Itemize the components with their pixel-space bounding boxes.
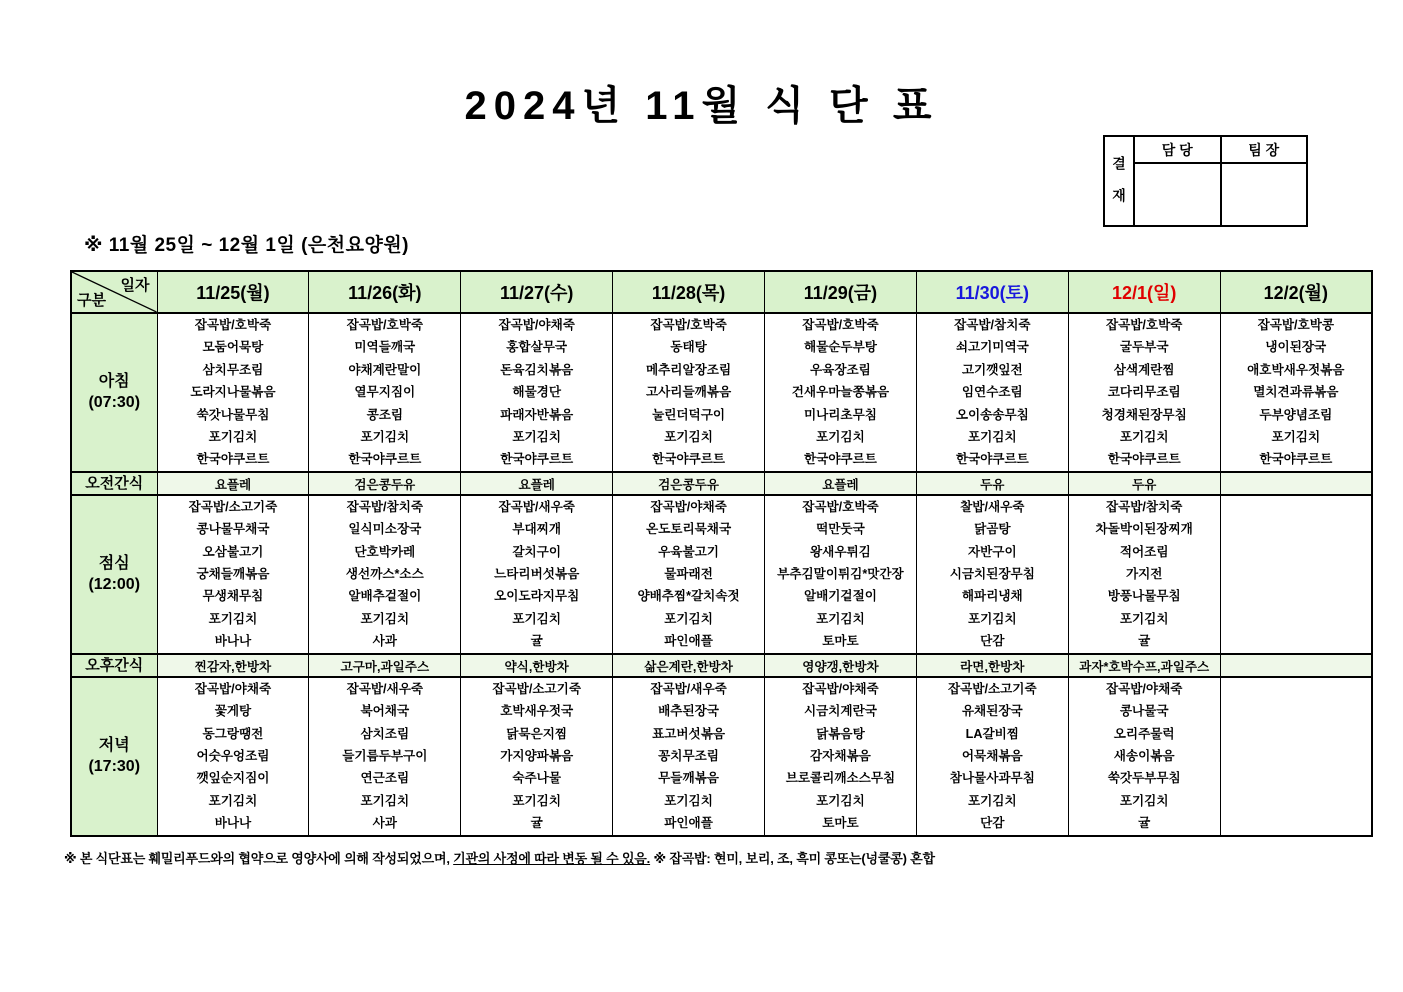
menu-table — [70, 270, 1373, 837]
breakfast-cell-2 — [461, 313, 613, 472]
menu-item: 한국야쿠르트 — [196, 452, 270, 467]
menu-item: 연근조림 — [360, 771, 410, 786]
menu-item: 포기김치 — [512, 793, 562, 808]
menu-item: 포기김치 — [208, 793, 258, 808]
menu-item: 잡곡밥/호박죽 — [194, 318, 272, 332]
menu-item: 한국야쿠르트 — [955, 452, 1029, 467]
menu-item: 포기김치 — [1119, 430, 1169, 445]
corner-label-date: 일자 — [120, 277, 150, 294]
row-label-afternoon-snack: 오후간식 — [71, 654, 157, 677]
menu-item: 콩조림 — [366, 407, 404, 422]
menu-item: 한국야쿠르트 — [500, 452, 574, 467]
menu-item: 일식미소장국 — [348, 522, 422, 537]
footer-note-suffix: ※ 잡곡밥: 현미, 보리, 조, 흑미 콩또는(넝쿨콩) 혼합 — [650, 851, 935, 866]
dinner-cell-7 — [1220, 677, 1372, 836]
menu-item: 부추김말이튀김*맛간장 — [777, 567, 904, 582]
menu-item: 꽃게탕 — [214, 704, 252, 719]
menu-item: 잡곡밥/소고기죽 — [947, 681, 1037, 696]
date-header-row — [71, 271, 1372, 313]
menu-item: 고기깻잎전 — [961, 362, 1023, 377]
date-column-header-7: 12/2(월) — [1220, 271, 1372, 313]
dinner-cell-1 — [309, 677, 461, 836]
menu-item: 두부양념조림 — [1259, 407, 1333, 422]
menu-item: 쑥갓두부무침 — [1107, 771, 1181, 786]
menu-item: 배추된장국 — [658, 704, 719, 719]
menu-item: 자반구이 — [967, 544, 1017, 559]
menu-item: 미역들깨국 — [354, 340, 416, 355]
menu-item: 사과 — [372, 634, 397, 649]
menu-item: 토마토 — [822, 816, 859, 831]
menu-item: 토마토 — [822, 634, 859, 649]
menu-item: 파인애플 — [664, 634, 713, 649]
menu-item: 오이도라지무침 — [494, 589, 580, 604]
menu-item: 참나물사과무침 — [949, 771, 1035, 786]
menu-item: 잡곡밥/새우죽 — [498, 499, 575, 514]
menu-item: 냉이된장국 — [1265, 340, 1327, 355]
morning-snack-row — [71, 472, 1372, 495]
menu-item: 동태탕 — [670, 340, 707, 355]
approval-signature-row — [1135, 164, 1306, 225]
menu-item: 파인애플 — [664, 816, 713, 831]
menu-item: 포기김치 — [664, 430, 713, 445]
menu-item: 잡곡밥/호박콩 — [1257, 318, 1335, 332]
menu-item: 무들깨볶음 — [658, 771, 719, 786]
menu-item: 굴두부국 — [1119, 340, 1169, 355]
page-title: 2024년 11월 식 단 표 — [464, 84, 939, 128]
menu-item: 한국야쿠르트 — [1107, 452, 1181, 467]
menu-item: 잡곡밥/호박죽 — [346, 318, 424, 332]
menu-item: 삼치무조림 — [202, 362, 264, 377]
menu-item: 귤 — [1138, 634, 1151, 649]
dinner-cell-2 — [461, 677, 613, 836]
menu-item: 삼치조림 — [360, 726, 410, 741]
menu-item: 홍합살무국 — [506, 340, 568, 355]
menu-item: 꽁치무조림 — [658, 748, 719, 763]
corner-cell — [71, 271, 157, 313]
menu-item: 깻잎순지짐이 — [196, 771, 270, 786]
afternoon-snack-cell-7 — [1220, 654, 1372, 677]
menu-item: 한국야쿠르트 — [652, 452, 726, 467]
approval-header-row — [1135, 137, 1306, 164]
breakfast-cell-7 — [1220, 313, 1372, 472]
menu-item: 쇠고기미역국 — [955, 340, 1029, 355]
lunch-row — [71, 495, 1372, 654]
menu-item: 메추리알장조림 — [645, 362, 732, 377]
date-column-header-0: 11/25(월) — [157, 271, 309, 313]
date-column-header-3: 11/28(목) — [613, 271, 765, 313]
menu-item: 잡곡밥/야채죽 — [650, 499, 727, 514]
morning-snack-cell-1: 검은콩두유 — [309, 472, 461, 495]
menu-item: 잡곡밥/야채죽 — [194, 681, 272, 696]
menu-item: 오이송송무침 — [955, 407, 1029, 422]
menu-item: 우육장조림 — [810, 362, 871, 377]
menu-item: 차돌박이된장찌개 — [1095, 522, 1193, 537]
menu-item: 어숫우엉조림 — [196, 748, 270, 763]
lunch-cell-4 — [765, 495, 917, 654]
menu-item: 한국야쿠르트 — [348, 452, 422, 467]
menu-item: 포기김치 — [664, 611, 713, 626]
menu-item: 임연수조림 — [961, 385, 1023, 400]
menu-item: 호박새우젓국 — [500, 704, 574, 719]
menu-item: 무생채무침 — [202, 589, 264, 604]
afternoon-snack-cell-4: 영양갱,한방차 — [765, 654, 917, 677]
menu-item: 시금치계란국 — [803, 704, 877, 719]
menu-item: 포기김치 — [360, 793, 410, 808]
approval-col-damdang: 담 당 — [1135, 137, 1222, 162]
menu-item: 포기김치 — [967, 793, 1017, 808]
menu-item: 포기김치 — [816, 430, 865, 445]
menu-item: 알배추겉절이 — [348, 589, 422, 604]
menu-item: 모둠어묵탕 — [202, 340, 264, 355]
menu-item: 닭묵은지찜 — [506, 726, 568, 741]
menu-item: LA갈비찜 — [965, 726, 1019, 741]
menu-item: 해물순두부탕 — [803, 340, 877, 355]
menu-item: 잡곡밥/호박죽 — [1105, 318, 1183, 332]
breakfast-cell-4 — [765, 313, 917, 472]
afternoon-snack-cell-6: 과자*호박수프,과일주스 — [1068, 654, 1220, 677]
breakfast-cell-3 — [613, 313, 765, 472]
menu-item: 잡곡밥/참치죽 — [346, 499, 424, 514]
menu-item: 가지전 — [1125, 567, 1163, 582]
lunch-cell-3 — [613, 495, 765, 654]
menu-item: 브로콜리깨소스무침 — [785, 771, 896, 786]
menu-item: 느타리버섯볶음 — [494, 567, 580, 582]
breakfast-row — [71, 313, 1372, 472]
menu-item: 귤 — [1138, 816, 1151, 831]
menu-item: 잡곡밥/참치죽 — [954, 318, 1031, 332]
menu-item: 눌린더덕구이 — [652, 407, 726, 422]
afternoon-snack-cell-3: 삶은계란,한방차 — [613, 654, 765, 677]
footer-note-underlined: 기관의 사정에 따라 변동 될 수 있음. — [453, 851, 651, 866]
menu-item: 포기김치 — [208, 430, 258, 445]
dinner-cell-5 — [916, 677, 1068, 836]
menu-item: 떡만둣국 — [816, 522, 865, 537]
menu-item: 포기김치 — [1119, 793, 1169, 808]
morning-snack-cell-4: 요플레 — [765, 472, 917, 495]
menu-item: 동그랑땡전 — [202, 726, 264, 741]
breakfast-cell-0 — [157, 313, 309, 472]
menu-item: 궁채들깨볶음 — [196, 567, 270, 582]
menu-item: 방풍나물무침 — [1107, 589, 1181, 604]
menu-item: 어묵채볶음 — [961, 748, 1023, 763]
lunch-cell-5 — [916, 495, 1068, 654]
date-column-header-6: 12/1(일) — [1068, 271, 1220, 313]
row-label-dinner: 저녁 (17:30) — [71, 677, 157, 836]
morning-snack-cell-3: 검은콩두유 — [613, 472, 765, 495]
menu-item: 잡곡밥/호박죽 — [802, 318, 879, 332]
date-column-header-1: 11/26(화) — [309, 271, 461, 313]
menu-item: 표고버섯볶음 — [652, 726, 726, 741]
corner-label-category: 구분 — [77, 292, 106, 309]
dinner-cell-6 — [1068, 677, 1220, 836]
menu-item: 포기김치 — [512, 611, 562, 626]
menu-item: 건새우마늘쫑볶음 — [791, 385, 890, 400]
footer-note-prefix: ※ 본 식단표는 훼밀리푸드와의 협약으로 영양사에 의해 작성되었으며, — [64, 851, 454, 866]
menu-item: 해파리냉채 — [961, 589, 1023, 604]
approval-signature-cell — [1222, 164, 1307, 225]
dinner-cell-0 — [157, 677, 309, 836]
menu-item: 잡곡밥/호박죽 — [802, 499, 879, 514]
menu-item: 단감 — [980, 634, 1005, 649]
row-label-lunch: 점심 (12:00) — [71, 495, 157, 654]
lunch-cell-1 — [309, 495, 461, 654]
date-column-header-4: 11/29(금) — [765, 271, 917, 313]
menu-item: 한국야쿠르트 — [1259, 452, 1333, 467]
morning-snack-cell-2: 요플레 — [461, 472, 613, 495]
menu-item: 감자채볶음 — [810, 748, 871, 763]
menu-item: 갈치구이 — [512, 544, 562, 559]
afternoon-snack-cell-1: 고구마,과일주스 — [309, 654, 461, 677]
morning-snack-cell-7 — [1220, 472, 1372, 495]
lunch-cell-0 — [157, 495, 309, 654]
menu-item: 양배추찜*갈치속젓 — [637, 589, 740, 604]
menu-item: 우육불고기 — [658, 544, 719, 559]
menu-item: 적어조림 — [1119, 544, 1169, 559]
lunch-cell-7 — [1220, 495, 1372, 654]
morning-snack-cell-0: 요플레 — [157, 472, 309, 495]
lunch-cell-2 — [461, 495, 613, 654]
menu-item: 귤 — [530, 816, 543, 831]
menu-item: 물파래전 — [664, 567, 713, 582]
menu-item: 닭볶음탕 — [816, 726, 865, 741]
menu-item: 애호박새우젓볶음 — [1247, 362, 1345, 377]
dinner-cell-3 — [613, 677, 765, 836]
menu-item: 도라지나물볶음 — [190, 385, 276, 400]
menu-item: 잡곡밥/호박죽 — [650, 318, 727, 332]
menu-item: 미나리초무침 — [803, 407, 877, 422]
menu-item: 부대찌개 — [512, 522, 562, 537]
menu-item: 고사리들깨볶음 — [645, 385, 732, 400]
menu-item: 들기름두부구이 — [342, 748, 428, 763]
afternoon-snack-cell-0: 찐감자,한방차 — [157, 654, 309, 677]
row-label-breakfast: 아침 (07:30) — [71, 313, 157, 472]
approval-signature-cell — [1135, 164, 1222, 225]
menu-item: 포기김치 — [816, 793, 865, 808]
approval-box — [1103, 135, 1308, 227]
approval-main — [1135, 137, 1306, 225]
menu-item: 새송이볶음 — [1113, 748, 1175, 763]
menu-item: 삼색계란찜 — [1113, 362, 1175, 377]
menu-item: 시금치된장무침 — [949, 567, 1035, 582]
menu-item: 잡곡밥/야채죽 — [498, 318, 575, 332]
breakfast-cell-5 — [916, 313, 1068, 472]
menu-item: 찰밥/새우죽 — [960, 499, 1025, 514]
menu-item: 잡곡밥/소고기죽 — [188, 499, 278, 514]
menu-item: 단감 — [980, 816, 1005, 831]
dinner-row — [71, 677, 1372, 836]
menu-item: 온도토리묵채국 — [645, 522, 732, 537]
morning-snack-cell-5: 두유 — [916, 472, 1068, 495]
menu-item: 닭곰탕 — [974, 522, 1011, 537]
date-column-header-5: 11/30(토) — [916, 271, 1068, 313]
menu-item: 잡곡밥/소고기죽 — [492, 681, 582, 696]
breakfast-cell-1 — [309, 313, 461, 472]
date-column-header-2: 11/27(수) — [461, 271, 613, 313]
menu-item: 포기김치 — [360, 430, 410, 445]
morning-snack-cell-6: 두유 — [1068, 472, 1220, 495]
menu-item: 잡곡밥/새우죽 — [650, 681, 727, 696]
footer-note — [64, 848, 935, 867]
menu-item: 오리주물럭 — [1113, 726, 1175, 741]
approval-side-label: 결재 — [1105, 137, 1135, 225]
menu-item: 포기김치 — [967, 430, 1017, 445]
menu-item: 돈육김치볶음 — [500, 362, 574, 377]
menu-item: 왕새우튀김 — [810, 544, 871, 559]
row-label-morning-snack: 오전간식 — [71, 472, 157, 495]
menu-item: 잡곡밥/야채죽 — [1105, 681, 1183, 696]
afternoon-snack-row — [71, 654, 1372, 677]
menu-item: 포기김치 — [1271, 430, 1321, 445]
menu-item: 오삼불고기 — [202, 544, 264, 559]
menu-item: 생선까스*소스 — [345, 567, 424, 582]
menu-item: 유채된장국 — [961, 704, 1023, 719]
menu-item: 콩나물국 — [1119, 704, 1169, 719]
menu-item: 열무지짐이 — [354, 385, 416, 400]
menu-item: 포기김치 — [208, 611, 258, 626]
approval-col-timjang: 팀 장 — [1248, 141, 1280, 158]
dinner-cell-4 — [765, 677, 917, 836]
menu-item: 잡곡밥/참치죽 — [1105, 499, 1183, 514]
menu-item: 가지양파볶음 — [500, 748, 574, 763]
menu-item: 북어채국 — [360, 704, 410, 719]
period-subtitle: ※ 11월 25일 ~ 12월 1일 (은천요양원) — [84, 235, 410, 256]
menu-item: 해물경단 — [512, 385, 562, 400]
menu-item: 포기김치 — [512, 430, 562, 445]
menu-item: 쑥갓나물무침 — [196, 407, 270, 422]
menu-item: 단호박카레 — [354, 544, 416, 559]
menu-item: 바나나 — [214, 816, 252, 831]
menu-item: 포기김치 — [816, 611, 865, 626]
menu-item: 청경채된장무침 — [1101, 407, 1187, 422]
menu-item: 바나나 — [214, 634, 252, 649]
menu-item: 포기김치 — [360, 611, 410, 626]
afternoon-snack-cell-5: 라면,한방차 — [916, 654, 1068, 677]
menu-item: 숙주나물 — [512, 771, 562, 786]
menu-item: 잡곡밥/새우죽 — [346, 681, 424, 696]
menu-item: 야채계란말이 — [348, 362, 422, 377]
menu-item: 포기김치 — [967, 611, 1017, 626]
lunch-cell-6 — [1068, 495, 1220, 654]
menu-item: 포기김치 — [1119, 611, 1169, 626]
menu-item: 포기김치 — [664, 793, 713, 808]
menu-item: 귤 — [530, 634, 543, 649]
menu-item: 멸치견과류볶음 — [1253, 385, 1339, 400]
menu-item: 사과 — [372, 816, 397, 831]
menu-item: 코다리무조림 — [1107, 385, 1181, 400]
menu-item: 콩나물무채국 — [196, 522, 270, 537]
menu-item: 잡곡밥/야채죽 — [802, 681, 879, 696]
menu-item: 알배기겉절이 — [803, 589, 877, 604]
menu-item: 한국야쿠르트 — [803, 452, 877, 467]
menu-item: 파래자반볶음 — [500, 407, 574, 422]
breakfast-cell-6 — [1068, 313, 1220, 472]
afternoon-snack-cell-2: 약식,한방차 — [461, 654, 613, 677]
